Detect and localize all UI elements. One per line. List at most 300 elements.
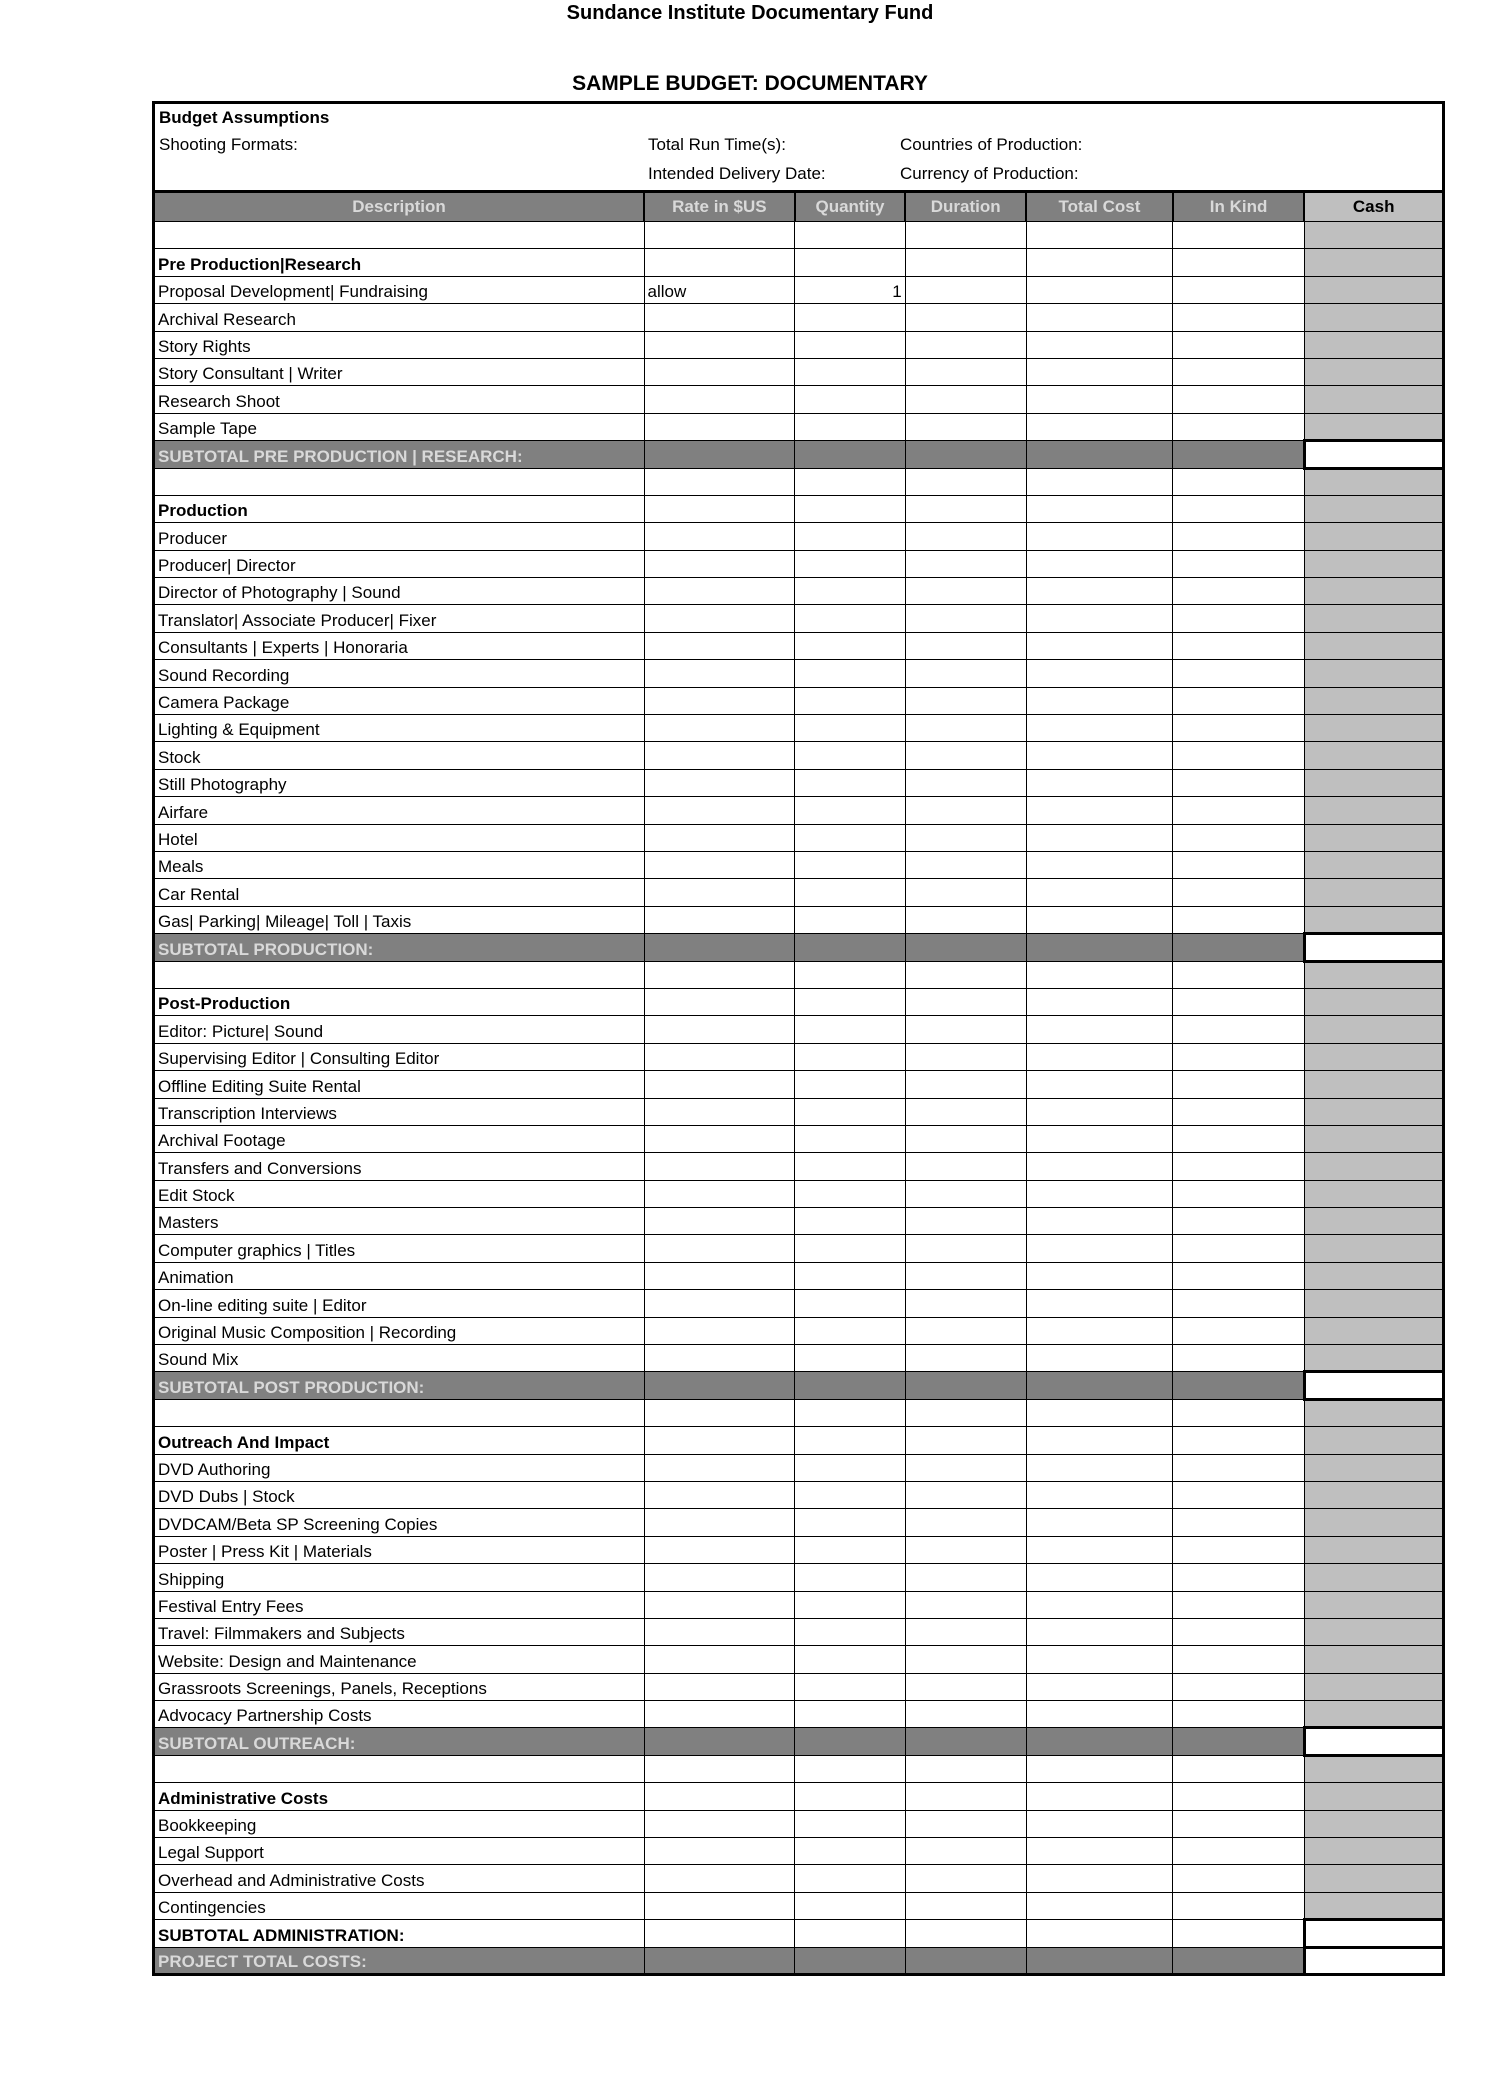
quantity-cell [795,769,905,796]
description-cell: Story Consultant | Writer [154,358,645,385]
table-row [154,550,1444,577]
description-cell: Computer graphics | Titles [154,1235,645,1262]
cash-cell [1304,1153,1443,1180]
rate-cell [644,660,795,687]
in-kind-cell [1173,1591,1305,1618]
duration-cell [905,1180,1026,1207]
in-kind-cell [1173,1920,1305,1947]
rate-cell [644,468,795,495]
description-cell: Meals [154,851,645,878]
duration-cell [905,1892,1026,1919]
rate-cell [644,1290,795,1317]
in-kind-cell [1173,1892,1305,1919]
in-kind-cell [1173,1071,1305,1098]
quantity-cell [795,1810,905,1837]
table-row [154,1701,1444,1728]
total-cost-cell [1026,1783,1173,1810]
subtotal-row [154,1728,1444,1755]
total-cost-cell [1026,1098,1173,1125]
table-row [154,1125,1444,1152]
description-cell: DVDCAM/Beta SP Screening Copies [154,1509,645,1536]
description-cell: Poster | Press Kit | Materials [154,1536,645,1563]
in-kind-cell [1173,441,1305,468]
in-kind-cell [1173,797,1305,824]
description-cell: Production [154,495,645,522]
total-cost-cell [1026,1838,1173,1865]
in-kind-cell [1173,1564,1305,1591]
table-row [154,1180,1444,1207]
total-cost-cell [1026,879,1173,906]
duration-cell [905,304,1026,331]
quantity-cell [795,1838,905,1865]
in-kind-cell [1173,742,1305,769]
description-cell: Advocacy Partnership Costs [154,1701,645,1728]
cash-cell [1304,249,1443,276]
duration-cell [905,1262,1026,1289]
subtotal-cash-cell [1304,1920,1443,1947]
quantity-cell [795,605,905,632]
currency-of-production-label: Currency of Production: [900,164,1079,183]
description-cell: Contingencies [154,1892,645,1919]
total-cost-cell [1026,1646,1173,1673]
rate-cell [644,1947,795,1974]
in-kind-cell [1173,276,1305,303]
section-header-row [154,1427,1444,1454]
cash-cell [1304,1016,1443,1043]
rate-cell [644,1810,795,1837]
rate-cell [644,742,795,769]
total-cost-cell [1026,1262,1173,1289]
rate-cell [644,1892,795,1919]
duration-cell [905,1345,1026,1372]
duration-cell [905,769,1026,796]
rate-cell [644,1071,795,1098]
duration-cell [905,1098,1026,1125]
total-cost-cell [1026,1564,1173,1591]
quantity-cell [795,222,905,249]
in-kind-cell [1173,495,1305,522]
cash-cell [1304,1208,1443,1235]
total-cost-cell [1026,1481,1173,1508]
budget-assumptions-box [152,101,1445,190]
description-cell: Airfare [154,797,645,824]
subtotal-row [154,441,1444,468]
in-kind-cell [1173,1509,1305,1536]
duration-cell [905,687,1026,714]
col-header-duration: Duration [905,192,1026,222]
description-cell: Post-Production [154,988,645,1015]
total-cost-cell [1026,687,1173,714]
rate-cell [644,1098,795,1125]
quantity-cell [795,906,905,933]
cash-cell [1304,1564,1443,1591]
rate-cell [644,1153,795,1180]
table-row [154,1071,1444,1098]
cash-cell [1304,1071,1443,1098]
description-cell: Outreach And Impact [154,1427,645,1454]
duration-cell [905,1427,1026,1454]
cash-cell [1304,1673,1443,1700]
rate-cell [644,550,795,577]
cash-cell [1304,386,1443,413]
duration-cell [905,824,1026,851]
table-row [154,386,1444,413]
quantity-cell [795,1208,905,1235]
description-cell: Producer| Director [154,550,645,577]
table-row [154,1235,1444,1262]
table-row [154,605,1444,632]
duration-cell [905,1783,1026,1810]
description-cell: Masters [154,1208,645,1235]
description-cell: SUBTOTAL POST PRODUCTION: [154,1372,645,1399]
table-row [154,1208,1444,1235]
in-kind-cell [1173,413,1305,440]
total-cost-cell [1026,1372,1173,1399]
cash-cell [1304,1509,1443,1536]
cash-cell [1304,1098,1443,1125]
total-cost-cell [1026,1153,1173,1180]
description-cell: Bookkeeping [154,1810,645,1837]
description-cell: Consultants | Experts | Honoraria [154,632,645,659]
cash-cell [1304,1345,1443,1372]
table-row [154,1153,1444,1180]
cash-cell [1304,797,1443,824]
quantity-cell [795,797,905,824]
total-cost-cell [1026,578,1173,605]
description-cell: Original Music Composition | Recording [154,1317,645,1344]
description-cell: Offline Editing Suite Rental [154,1071,645,1098]
budget-table [152,190,1445,1976]
duration-cell [905,1153,1026,1180]
quantity-cell [795,1235,905,1262]
cash-cell [1304,961,1443,988]
duration-cell [905,1646,1026,1673]
in-kind-cell [1173,304,1305,331]
duration-cell [905,605,1026,632]
duration-cell [905,1591,1026,1618]
cash-cell [1304,1865,1443,1892]
quantity-cell [795,1920,905,1947]
description-cell: Pre Production|Research [154,249,645,276]
cash-cell [1304,1783,1443,1810]
in-kind-cell [1173,1153,1305,1180]
total-cost-cell [1026,1536,1173,1563]
cash-cell [1304,1810,1443,1837]
total-cost-cell [1026,1947,1173,1974]
duration-cell [905,1399,1026,1426]
subtotal-cash-cell [1304,1372,1443,1399]
in-kind-cell [1173,660,1305,687]
total-cost-cell [1026,468,1173,495]
duration-cell [905,523,1026,550]
in-kind-cell [1173,879,1305,906]
in-kind-cell [1173,988,1305,1015]
description-cell: Sample Tape [154,413,645,440]
quantity-cell [795,468,905,495]
cash-cell [1304,1838,1443,1865]
quantity-cell [795,413,905,440]
total-cost-cell [1026,934,1173,961]
cash-cell [1304,1481,1443,1508]
in-kind-cell [1173,1673,1305,1700]
in-kind-cell [1173,687,1305,714]
intended-delivery-date-label: Intended Delivery Date: [648,164,826,183]
cash-cell [1304,358,1443,385]
table-row [154,851,1444,878]
table-row [154,1290,1444,1317]
rate-cell [644,851,795,878]
table-row [154,715,1444,742]
duration-cell [905,1810,1026,1837]
rate-cell [644,1838,795,1865]
rate-cell [644,1427,795,1454]
total-cost-cell [1026,1618,1173,1645]
total-cost-cell [1026,523,1173,550]
total-cost-cell [1026,331,1173,358]
total-cost-cell [1026,1071,1173,1098]
total-cost-cell [1026,1043,1173,1070]
rate-cell [644,523,795,550]
duration-cell [905,1481,1026,1508]
quantity-cell [795,1481,905,1508]
rate-cell [644,386,795,413]
cash-cell [1304,1235,1443,1262]
subtotal-row [154,934,1444,961]
table-row [154,276,1444,303]
quantity-cell [795,1755,905,1782]
table-row [154,1810,1444,1837]
duration-cell [905,550,1026,577]
table-row [154,1016,1444,1043]
cash-cell [1304,1536,1443,1563]
shooting-formats-label: Shooting Formats: [159,135,298,154]
in-kind-cell [1173,1125,1305,1152]
rate-cell [644,1345,795,1372]
rate-cell [644,1125,795,1152]
description-cell: Overhead and Administrative Costs [154,1865,645,1892]
org-title: Sundance Institute Documentary Fund [566,2,934,24]
cash-cell [1304,660,1443,687]
in-kind-cell [1173,715,1305,742]
quantity-cell [795,1290,905,1317]
cash-cell [1304,222,1443,249]
quantity-cell [795,441,905,468]
cash-cell [1304,632,1443,659]
duration-cell [905,495,1026,522]
total-cost-cell [1026,1865,1173,1892]
blank-row [154,1399,1444,1426]
quantity-cell [795,660,905,687]
cash-cell [1304,1892,1443,1919]
cash-cell [1304,1290,1443,1317]
rate-cell [644,769,795,796]
cash-cell [1304,906,1443,933]
total-cost-cell [1026,988,1173,1015]
total-cost-cell [1026,660,1173,687]
cash-cell [1304,550,1443,577]
duration-cell [905,1071,1026,1098]
rate-cell [644,1481,795,1508]
total-cost-cell [1026,797,1173,824]
rate-cell [644,988,795,1015]
description-cell: SUBTOTAL OUTREACH: [154,1728,645,1755]
rate-cell [644,1180,795,1207]
in-kind-cell [1173,222,1305,249]
duration-cell [905,1728,1026,1755]
rate-cell [644,1536,795,1563]
cash-cell [1304,1618,1443,1645]
quantity-cell [795,1262,905,1289]
rate-cell [644,797,795,824]
duration-cell [905,358,1026,385]
col-header-cash: Cash [1304,192,1443,222]
quantity-cell [795,1016,905,1043]
rate-cell [644,304,795,331]
duration-cell [905,742,1026,769]
description-cell: Sound Mix [154,1345,645,1372]
description-cell: Producer [154,523,645,550]
description-cell: Website: Design and Maintenance [154,1646,645,1673]
description-cell: On-line editing suite | Editor [154,1290,645,1317]
cash-cell [1304,1125,1443,1152]
duration-cell [905,578,1026,605]
total-cost-cell [1026,851,1173,878]
cash-cell [1304,495,1443,522]
description-cell: Administrative Costs [154,1783,645,1810]
quantity-cell [795,879,905,906]
rate-cell [644,1208,795,1235]
in-kind-cell [1173,1947,1305,1974]
description-cell: Shipping [154,1564,645,1591]
description-cell: Hotel [154,824,645,851]
blank-row [154,468,1444,495]
blank-row [154,1755,1444,1782]
rate-cell [644,1783,795,1810]
description-cell: Animation [154,1262,645,1289]
quantity-cell [795,358,905,385]
in-kind-cell [1173,386,1305,413]
duration-cell [905,1290,1026,1317]
rate-cell [644,687,795,714]
cash-cell [1304,1043,1443,1070]
duration-cell [905,1701,1026,1728]
in-kind-cell [1173,468,1305,495]
rate-cell [644,1701,795,1728]
in-kind-cell [1173,961,1305,988]
rate-cell [644,1673,795,1700]
rate-cell [644,715,795,742]
in-kind-cell [1173,1427,1305,1454]
total-cost-cell [1026,1180,1173,1207]
in-kind-cell [1173,578,1305,605]
quantity-cell [795,1865,905,1892]
cash-cell [1304,331,1443,358]
rate-cell [644,1317,795,1344]
duration-cell [905,249,1026,276]
total-cost-cell [1026,824,1173,851]
cash-cell [1304,715,1443,742]
quantity-cell [795,1399,905,1426]
quantity-cell [795,1427,905,1454]
cash-cell [1304,742,1443,769]
countries-of-production-label: Countries of Production: [900,135,1083,154]
table-row [154,797,1444,824]
description-cell: Story Rights [154,331,645,358]
table-row [154,1262,1444,1289]
quantity-cell [795,988,905,1015]
table-row [154,1646,1444,1673]
quantity-cell [795,1701,905,1728]
subtotal-cash-cell [1304,1947,1443,1974]
quantity-cell [795,632,905,659]
in-kind-cell [1173,906,1305,933]
in-kind-cell [1173,1728,1305,1755]
total-cost-cell [1026,276,1173,303]
cash-cell [1304,304,1443,331]
cash-cell [1304,1646,1443,1673]
section-header-row [154,495,1444,522]
total-cost-cell [1026,1892,1173,1919]
in-kind-cell [1173,1783,1305,1810]
table-row [154,879,1444,906]
col-header-description: Description [154,192,645,222]
in-kind-cell [1173,1838,1305,1865]
duration-cell [905,1536,1026,1563]
rate-cell [644,1372,795,1399]
total-cost-cell [1026,1755,1173,1782]
rate-cell [644,1016,795,1043]
table-row [154,1536,1444,1563]
rate-cell [644,605,795,632]
in-kind-cell [1173,1372,1305,1399]
description-cell: Gas| Parking| Mileage| Toll | Taxis [154,906,645,933]
quantity-cell [795,715,905,742]
total-cost-cell [1026,1920,1173,1947]
cash-cell [1304,1755,1443,1782]
duration-cell [905,1372,1026,1399]
in-kind-cell [1173,769,1305,796]
description-cell: Translator| Associate Producer| Fixer [154,605,645,632]
description-cell: Editor: Picture| Sound [154,1016,645,1043]
quantity-cell [795,1098,905,1125]
duration-cell [905,1564,1026,1591]
table-row [154,331,1444,358]
total-cost-cell [1026,1591,1173,1618]
total-cost-cell [1026,550,1173,577]
description-cell: Archival Research [154,304,645,331]
in-kind-cell [1173,1262,1305,1289]
in-kind-cell [1173,851,1305,878]
total-cost-cell [1026,1125,1173,1152]
total-cost-cell [1026,715,1173,742]
cash-cell [1304,1262,1443,1289]
table-row [154,769,1444,796]
total-cost-cell [1026,1427,1173,1454]
description-cell: Legal Support [154,1838,645,1865]
description-cell: Sound Recording [154,660,645,687]
description-cell: Edit Stock [154,1180,645,1207]
rate-cell [644,1235,795,1262]
total-cost-cell [1026,1208,1173,1235]
duration-cell [905,1454,1026,1481]
in-kind-cell [1173,1536,1305,1563]
table-row [154,1838,1444,1865]
description-cell: Director of Photography | Sound [154,578,645,605]
rate-cell [644,441,795,468]
section-header-row [154,988,1444,1015]
description-cell: Supervising Editor | Consulting Editor [154,1043,645,1070]
quantity-cell [795,249,905,276]
